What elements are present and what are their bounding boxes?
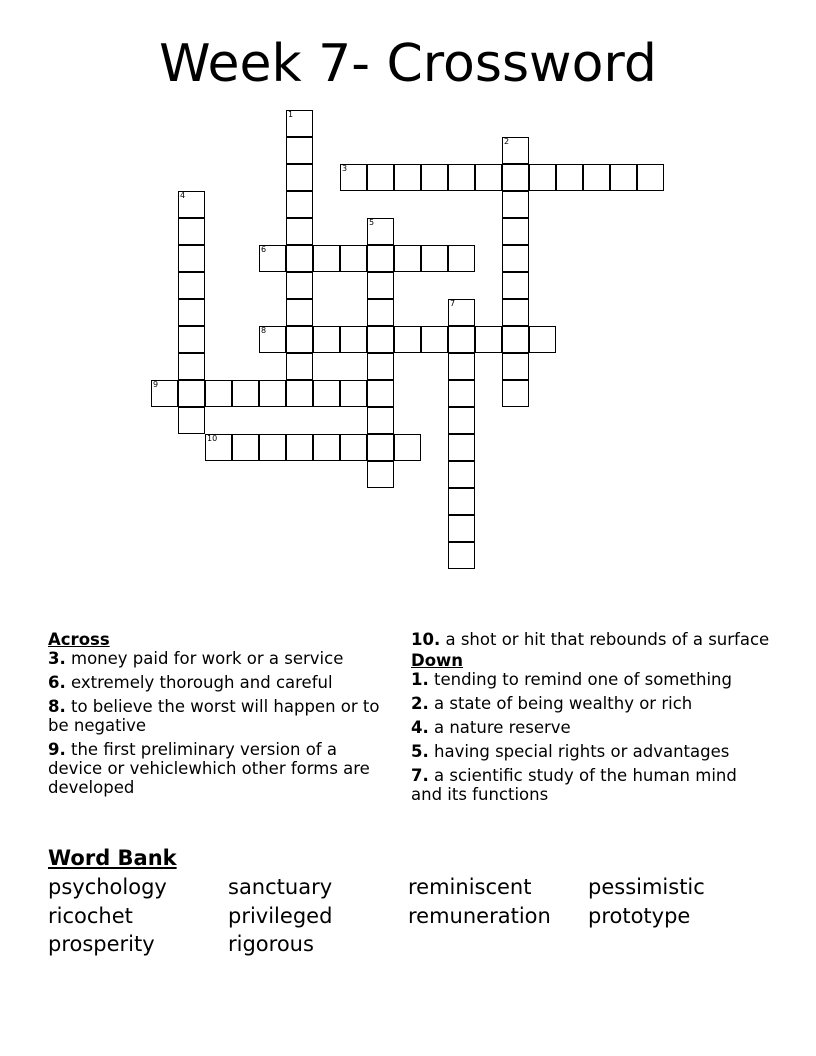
clue-across-6: 6. extremely thorough and careful xyxy=(48,673,333,692)
grid-cell[interactable] xyxy=(340,380,367,407)
grid-cell[interactable] xyxy=(286,164,313,191)
grid-cell[interactable] xyxy=(232,380,259,407)
grid-cell[interactable] xyxy=(178,245,205,272)
grid-cell[interactable] xyxy=(367,380,394,407)
clue-across-8: 8. to believe the worst will happen or to be negative xyxy=(48,697,380,735)
clue-number: 5 xyxy=(369,218,375,227)
grid-cell[interactable] xyxy=(205,434,232,461)
grid-cell[interactable] xyxy=(367,434,394,461)
grid-cell[interactable] xyxy=(178,299,205,326)
grid-cell[interactable] xyxy=(259,245,286,272)
word-bank-word: sanctuary xyxy=(228,875,333,899)
grid-cell[interactable] xyxy=(394,245,421,272)
grid-cell[interactable] xyxy=(313,326,340,353)
grid-cell[interactable] xyxy=(637,164,664,191)
clue-number: 10 xyxy=(207,434,218,443)
grid-cell[interactable] xyxy=(367,218,394,245)
grid-cell[interactable] xyxy=(448,461,475,488)
grid-cell[interactable] xyxy=(178,191,205,218)
grid-cell[interactable] xyxy=(610,164,637,191)
clue-number: 9 xyxy=(153,380,159,389)
clue-across-10: 10. a shot or hit that rebounds of a surface xyxy=(411,630,770,649)
grid-cell[interactable] xyxy=(394,164,421,191)
grid-cell[interactable] xyxy=(313,434,340,461)
grid-cell[interactable] xyxy=(367,461,394,488)
grid-cell[interactable] xyxy=(502,299,529,326)
grid-cell[interactable] xyxy=(502,218,529,245)
word-bank-word: pessimistic xyxy=(588,875,705,899)
grid-cell[interactable] xyxy=(286,380,313,407)
word-bank xyxy=(48,845,768,959)
grid-cell[interactable] xyxy=(340,326,367,353)
clue-number: 2 xyxy=(504,137,510,146)
grid-cell[interactable] xyxy=(313,380,340,407)
grid-cell[interactable] xyxy=(529,326,556,353)
grid-cell[interactable] xyxy=(286,110,313,137)
clue-down-7: 7. a scientific study of the human mind and its functions xyxy=(411,766,737,804)
grid-cell[interactable] xyxy=(232,434,259,461)
clues-left-column xyxy=(48,630,396,802)
grid-cell[interactable] xyxy=(394,326,421,353)
grid-cell[interactable] xyxy=(286,272,313,299)
down-heading: Down xyxy=(411,651,464,670)
grid-cell[interactable] xyxy=(448,515,475,542)
grid-cell[interactable] xyxy=(448,407,475,434)
grid-cell[interactable] xyxy=(475,164,502,191)
grid-cell[interactable] xyxy=(502,191,529,218)
word-bank-list xyxy=(48,873,768,959)
grid-cell[interactable] xyxy=(286,326,313,353)
grid-cell[interactable] xyxy=(502,353,529,380)
grid-cell[interactable] xyxy=(556,164,583,191)
grid-cell[interactable] xyxy=(313,245,340,272)
grid-cell[interactable] xyxy=(367,326,394,353)
grid-cell[interactable] xyxy=(502,272,529,299)
grid-cell[interactable] xyxy=(502,326,529,353)
grid-cell[interactable] xyxy=(448,164,475,191)
grid-cell[interactable] xyxy=(529,164,556,191)
grid-cell[interactable] xyxy=(448,434,475,461)
grid-cell[interactable] xyxy=(448,488,475,515)
grid-cell[interactable] xyxy=(421,245,448,272)
grid-cell[interactable] xyxy=(286,191,313,218)
across-heading: Across xyxy=(48,630,110,649)
grid-cell[interactable] xyxy=(259,326,286,353)
grid-cell[interactable] xyxy=(340,164,367,191)
grid-cell[interactable] xyxy=(448,245,475,272)
grid-cell[interactable] xyxy=(448,353,475,380)
clue-across-3: 3. money paid for work or a service xyxy=(48,649,344,668)
grid-cell[interactable] xyxy=(367,164,394,191)
clue-number: 1 xyxy=(288,110,294,119)
grid-cell[interactable] xyxy=(205,380,232,407)
grid-cell[interactable] xyxy=(286,353,313,380)
page-title: Week 7- Crossword xyxy=(159,34,657,94)
grid-cell[interactable] xyxy=(178,353,205,380)
clue-down-4: 4. a nature reserve xyxy=(411,718,571,737)
grid-cell[interactable] xyxy=(448,542,475,569)
clue-number: 8 xyxy=(261,326,267,335)
grid-cell[interactable] xyxy=(421,326,448,353)
grid-cell[interactable] xyxy=(259,434,286,461)
clue-number: 3 xyxy=(342,164,348,173)
grid-cell[interactable] xyxy=(286,299,313,326)
word-bank-word: privileged xyxy=(228,903,333,928)
word-bank-word: reminiscent xyxy=(408,875,532,899)
word-bank-word: prototype xyxy=(588,903,691,928)
clues-right-column xyxy=(411,630,771,809)
grid-cell[interactable] xyxy=(286,245,313,272)
grid-cell[interactable] xyxy=(286,137,313,164)
grid-cell[interactable] xyxy=(151,380,178,407)
grid-cell[interactable] xyxy=(286,218,313,245)
word-bank-title: Word Bank xyxy=(48,846,177,870)
grid-cell[interactable] xyxy=(502,245,529,272)
clue-down-2: 2. a state of being wealthy or rich xyxy=(411,694,693,713)
grid-cell[interactable] xyxy=(448,299,475,326)
grid-cell[interactable] xyxy=(502,380,529,407)
word-bank-word: prosperity xyxy=(48,932,155,956)
clue-number: 6 xyxy=(261,245,267,254)
grid-cell[interactable] xyxy=(178,326,205,353)
grid-cell[interactable] xyxy=(448,326,475,353)
grid-cell[interactable] xyxy=(502,137,529,164)
grid-cell[interactable] xyxy=(475,326,502,353)
grid-cell[interactable] xyxy=(178,407,205,434)
clue-down-1: 1. tending to remind one of something xyxy=(411,670,732,689)
grid-cell[interactable] xyxy=(367,299,394,326)
clue-down-5: 5. having special rights or advantages xyxy=(411,742,730,761)
grid-cell[interactable] xyxy=(421,164,448,191)
grid-cell[interactable] xyxy=(178,380,205,407)
grid-cell[interactable] xyxy=(448,380,475,407)
grid-cell[interactable] xyxy=(340,245,367,272)
grid-cell[interactable] xyxy=(502,164,529,191)
grid-cell[interactable] xyxy=(367,353,394,380)
word-bank-word: rigorous xyxy=(228,932,314,956)
grid-cell[interactable] xyxy=(286,434,313,461)
clue-across-9: 9. the first preliminary version of a device or vehiclewhich other forms are developed xyxy=(48,740,370,797)
grid-cell[interactable] xyxy=(583,164,610,191)
grid-cell[interactable] xyxy=(367,245,394,272)
grid-cell[interactable] xyxy=(367,272,394,299)
grid-cell[interactable] xyxy=(259,380,286,407)
grid-cell[interactable] xyxy=(178,272,205,299)
word-bank-word: remuneration xyxy=(408,903,551,928)
grid-cell[interactable] xyxy=(367,407,394,434)
clue-number: 4 xyxy=(180,191,186,200)
word-bank-word: psychology xyxy=(48,875,167,899)
clue-number: 7 xyxy=(450,299,456,308)
grid-cell[interactable] xyxy=(178,218,205,245)
grid-cell[interactable] xyxy=(340,434,367,461)
grid-cell[interactable] xyxy=(394,434,421,461)
word-bank-word: ricochet xyxy=(48,903,133,928)
